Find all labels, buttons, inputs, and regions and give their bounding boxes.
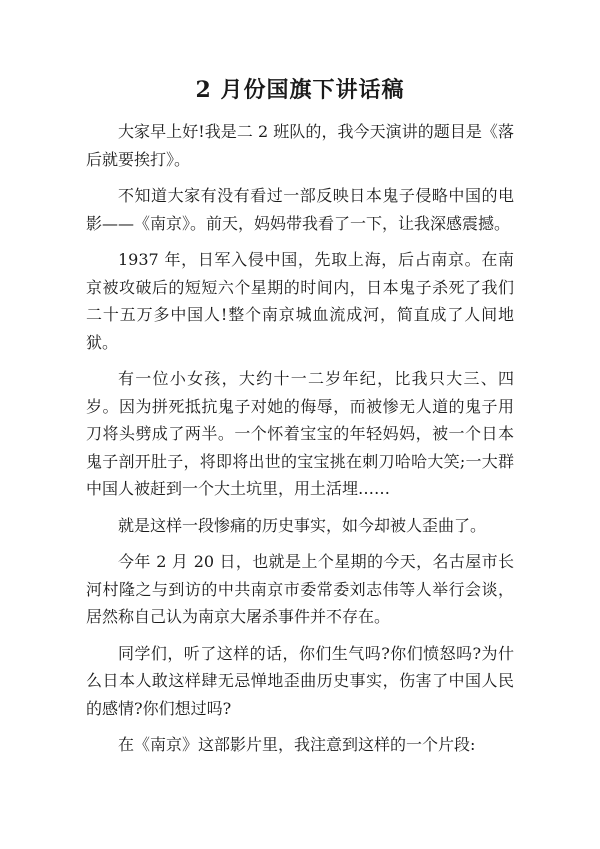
paragraph-greeting: 大家早上好!我是二 2 班队的，我今天演讲的题目是《落后就要挨打》。 [86,122,514,169]
paragraph-distortion: 就是这样一段惨痛的历史事实，如今却被人歪曲了。 [118,515,487,535]
paragraph-fragment: 在《南京》这部影片里，我注意到这样的一个片段: [118,735,476,754]
page-title: 2 月份国旗下讲话稿 [195,77,405,103]
paragraph-denial: 今年 2 月 20 日，也就是上个星期的今天，名古屋市长河村隆之与到访的中共南京市委常委刘志伟等人举行会谈，居然称自己认为南京大屠杀事件并不存在。 [86,552,514,626]
document-body [86,118,514,759]
paragraph-victims: 有一位小女孩，大约十一二岁年纪，比我只大三、四岁。因为拼死抵抗鬼子对她的侮辱，而被惨无人道的鬼子用刀将头劈成了两半。一个怀着宝宝的年轻妈妈，被一个日本鬼子剖开肚子，将即将出世的宝宝挑在刺刀哈哈大笑;一大群中国人被赶到一个大土坑里，用土活埋…… [86,369,514,498]
paragraph-movie: 不知道大家有没有看过一部反映日本鬼子侵略中国的电影——《南京》。前天，妈妈带我看了一下，让我深感震撼。 [86,186,514,233]
paragraph-questions: 同学们，听了这样的话，你们生气吗?你们愤怒吗?为什么日本人敢这样肆无忌惮地歪曲历史事实，伤害了中国人民的感情?你们想过吗? [86,643,514,718]
paragraph-history: 1937 年，日军入侵中国，先取上海，后占南京。在南京被攻破后的短短六个星期的时间内，日本鬼子杀死了我们二十五万多中国人!整个南京城血流成河，简直成了人间地狱。 [86,250,514,352]
